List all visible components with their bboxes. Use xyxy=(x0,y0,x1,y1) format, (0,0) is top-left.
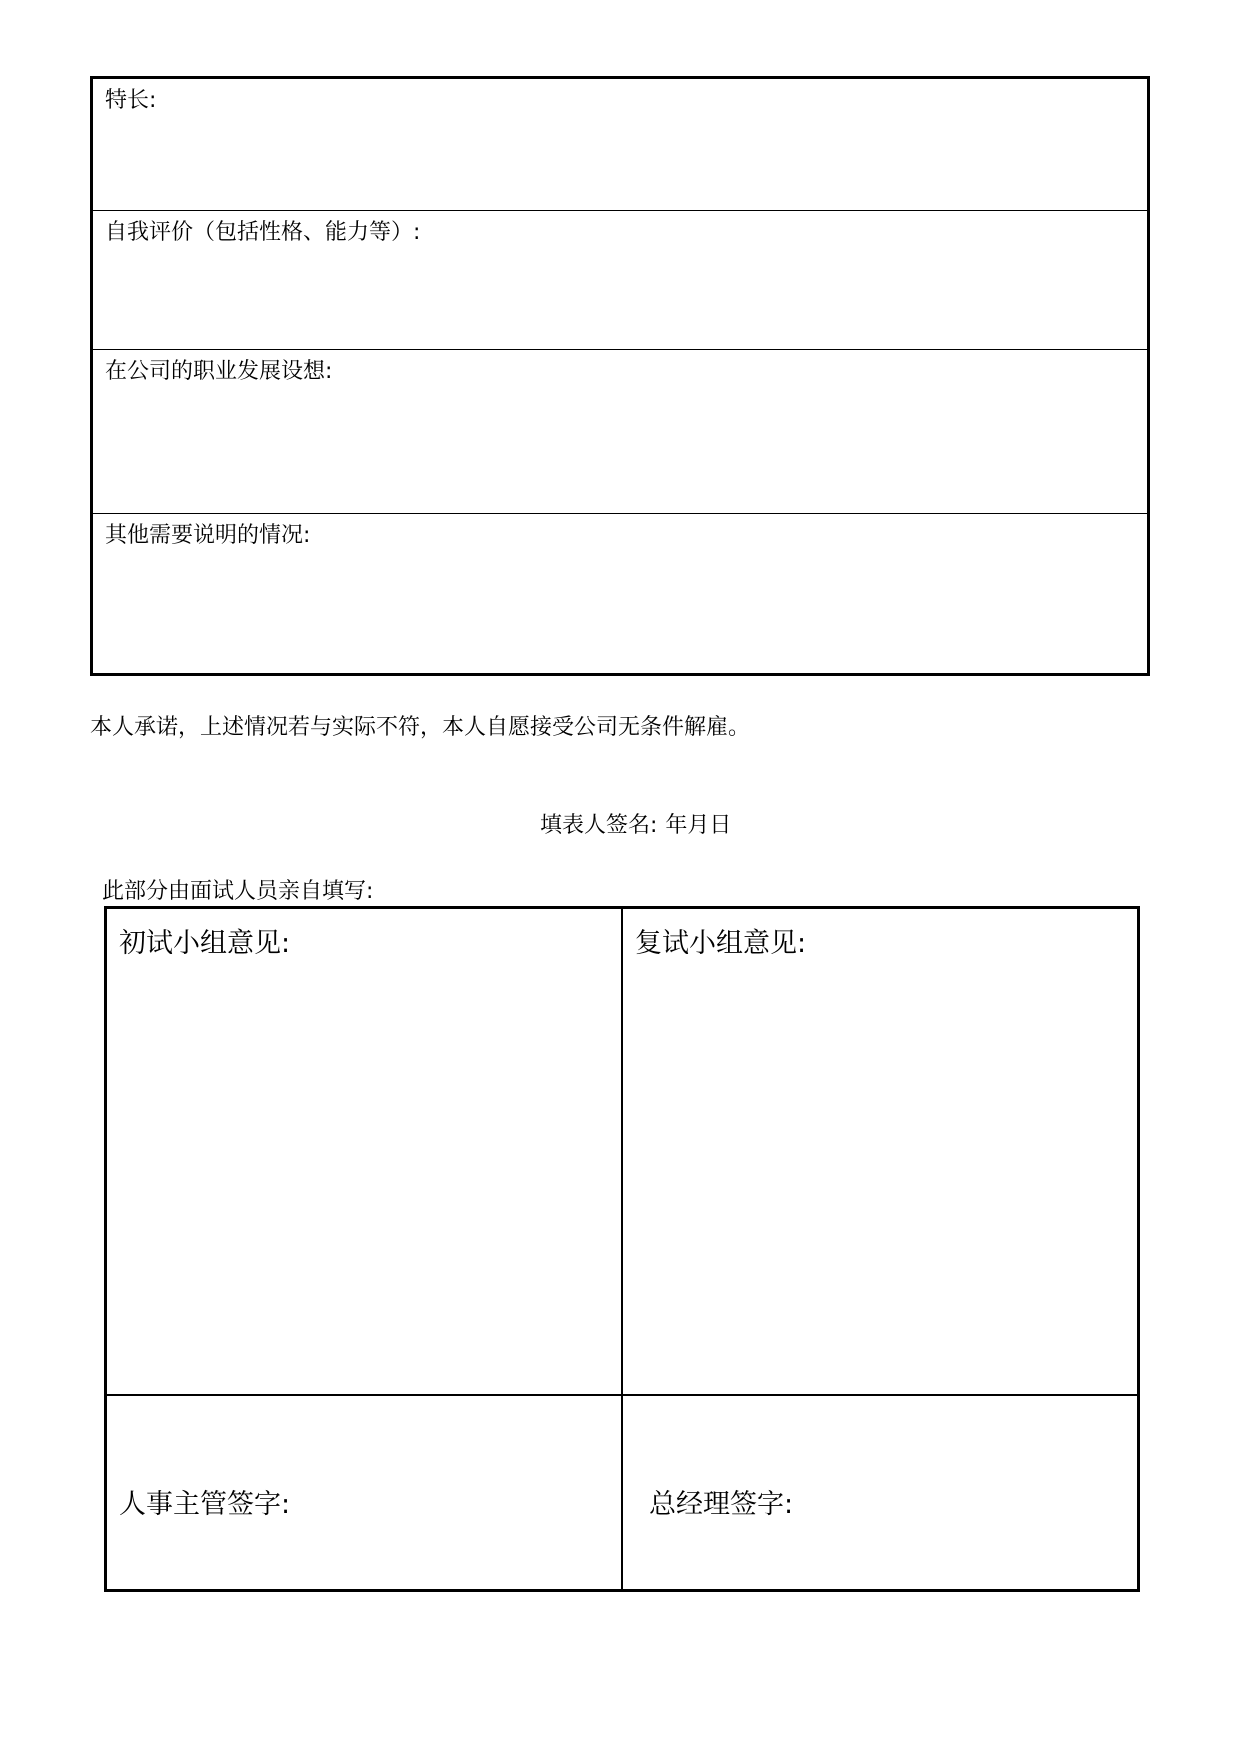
applicant-signature-label: 填表人签名: xyxy=(540,813,658,838)
second-round-opinion-cell[interactable] xyxy=(623,909,1137,1394)
second-round-opinion-label: 复试小组意见: xyxy=(635,928,807,959)
applicant-signature-line xyxy=(540,812,731,840)
gm-signature-cell[interactable] xyxy=(623,1396,1137,1589)
applicant-info-table xyxy=(90,76,1150,676)
other-notes-row[interactable] xyxy=(93,514,1147,673)
specialty-label: 特长: xyxy=(105,88,157,113)
self-evaluation-row[interactable] xyxy=(93,211,1147,350)
self-evaluation-label: 自我评价（包括性格、能力等）: xyxy=(105,220,421,245)
interview-review-table xyxy=(104,906,1140,1592)
interviewer-section-note: 此部分由面试人员亲自填写: xyxy=(102,879,374,904)
hr-signature-cell[interactable] xyxy=(107,1396,621,1589)
specialty-row[interactable] xyxy=(93,79,1147,211)
pledge-statement: 本人承诺，上述情况若与实际不符，本人自愿接受公司无条件解雇。 xyxy=(90,715,751,740)
gm-signature-label: 总经理签字: xyxy=(649,1489,794,1520)
signature-date-label: 年月日 xyxy=(665,813,732,838)
first-round-opinion-label: 初试小组意见: xyxy=(119,928,291,959)
other-notes-label: 其他需要说明的情况: xyxy=(105,523,311,548)
career-plan-row[interactable] xyxy=(93,350,1147,514)
hr-signature-label: 人事主管签字: xyxy=(119,1489,291,1520)
first-round-opinion-cell[interactable] xyxy=(107,909,621,1394)
career-plan-label: 在公司的职业发展设想: xyxy=(105,359,333,384)
